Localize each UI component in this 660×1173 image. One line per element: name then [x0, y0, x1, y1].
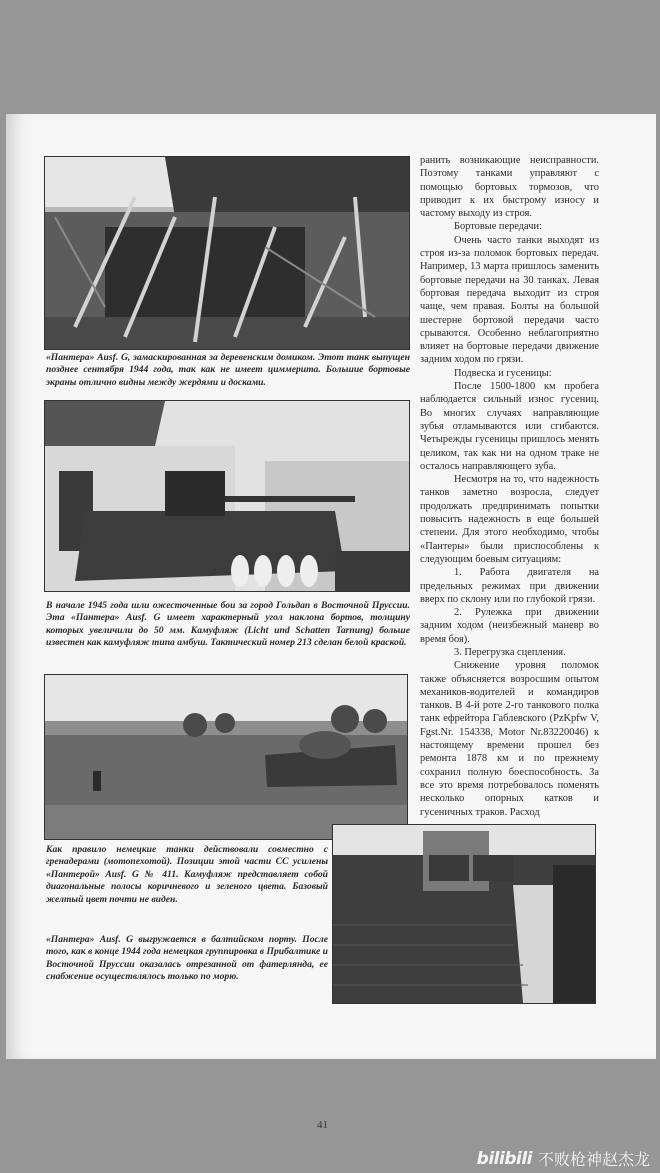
- list-item: 1. Работа двигателя на предельных режимах при движении вверх по склону или по глубокой грязи.: [420, 567, 599, 605]
- photo-caption: «Пантера» Ausf. G выгружается в балтийском порту. После того, как в конце 1944 года немецкая группировка в Прибалтике и Восточной Пруссии оказалась отрезанной от фатерлянда, ее снабжение осуществлялось только по морю.: [46, 934, 328, 983]
- bilibili-logo: bilibili: [476, 1148, 532, 1169]
- photo-panther-goldap: [44, 400, 410, 592]
- photo-caption: «Пантера» Ausf. G, замаскированная за деревенским домиком. Этот танк выпущен позднее сентября 1944 года, так как не имеет циммерита. Большие бортовые экраны отлично видны между жердями и досками.: [46, 352, 410, 388]
- paragraph: После 1500-1800 км пробега наблюдается сильный износ гусениц. Во многих случаях направляющие зубья отламываются или сгибаются. Четырежды гусеницы пришлось менять целиком, так как ни на одном траке не осталось направляющего зуба.: [420, 381, 599, 472]
- section-heading: Подвеска и гусеницы:: [454, 367, 552, 379]
- bilibili-watermark: [477, 1147, 650, 1170]
- list-item: 3. Перегрузка сцепления.: [454, 646, 566, 658]
- page-number: 41: [317, 1119, 328, 1131]
- photo-panther-baltic-port: [332, 824, 596, 1004]
- photo-panther-411-field: [44, 674, 408, 840]
- body-text-column: [420, 154, 599, 819]
- photo-camouflaged-panther: [44, 156, 410, 350]
- list-item: 2. Рулежка при движении задним ходом (неизбежный маневр во время боя).: [420, 607, 599, 645]
- paragraph: Очень часто танки выходят из строя из-за поломок бортовых передач. Например, 13 марта пришлось заменить бортовые передачи на 30 танках. Левая бортовая передача выходит из строя чаще, чем правая. Болты на большой шестерне бортовой передачи часто срываются. Особенно неблагоприятно влияет на бортовые передачи движение задним ходом по грязи.: [420, 234, 599, 366]
- watermark-user: 不败枪神赵杰龙: [537, 1150, 650, 1169]
- section-heading: Бортовые передачи:: [454, 221, 542, 233]
- paragraph: Несмотря на то, что надежность танков заметно возросла, следует продолжать предпринимать попытки повысить надежность в еще большей степени. Для этого необходимо, чтобы «Пантеры» были приспособлены к следующим боевым ситуациям:: [420, 474, 599, 565]
- paragraph: ранить возникающие неисправности. Поэтому танками управляют с помощью бортовых тормозов, что приводит к их быстрому износу и частому выходу из строя.: [420, 155, 599, 220]
- paragraph: Снижение уровня поломок также объясняется возросшим опытом механиков-водителей и командиров танков. В 4-й роте 2-го танкового полка танк ефрейтора Габлевского (PzKpfw V, Fgst.Nr. 154338, Motor Nr.83220046) к настоящему времени прошел без ремонта 1878 км и по прежнему сохранил полную боеспособность. За все это время потребовалось поменять несколько опорных катков и гусеничных траков. Расход: [420, 660, 599, 818]
- photo-caption: Как правило немецкие танки действовали совместно с гренадерами (мотопехотой). Позиции этой части СС усилены «Пантерой» Ausf. G № 411. Камуфляж представляет собой диагональные полосы коричневого и зеленого цвета. Базовый желтый цвет почти не виден.: [46, 844, 328, 905]
- photo-caption: В начале 1945 года шли ожесточенные бои за город Гольдап в Восточной Пруссии. Эта «Пантера» Ausf. G имеет характерный угол наклона бортов, толщину которых увеличили до 50 мм. Камуфляж (Licht und Schatten Tarnung) больше известен как камуфляж типа амбуш. Тактический номер 213 сделан белой краской.: [46, 600, 410, 649]
